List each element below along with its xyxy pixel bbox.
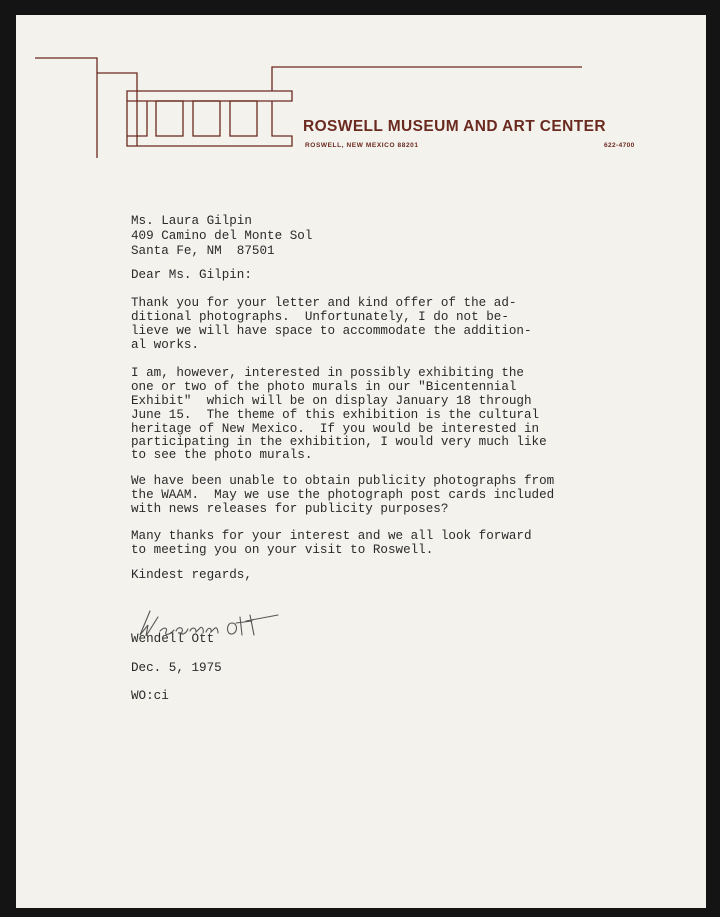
salutation: Dear Ms. Gilpin: [131,268,252,282]
letter-date: Dec. 5, 1975 [131,661,222,675]
paragraph-3-line: with news releases for publicity purposes? [131,502,449,516]
reference-initials: WO:ci [131,689,169,703]
paragraph-1-line: al works. [131,338,200,352]
paragraph-4-line: Many thanks for your interest and we all look forward [131,529,532,543]
paragraph-4-line: to meeting you on your visit to Roswell. [131,543,434,557]
paragraph-1-line: lieve we will have space to accommodate the addition- [131,324,532,338]
museum-name: ROSWELL MUSEUM AND ART CENTER [303,118,606,135]
paragraph-3-line: the WAAM. May we use the photograph post cards included [131,488,555,502]
paragraph-2-line: June 15. The theme of this exhibition is the cultural [131,408,540,422]
paragraph-2-line: Exhibit" which will be on display January 18 through [131,394,532,408]
signer-name: Wendell Ott [131,632,215,646]
museum-phone: 622-4700 [604,142,635,149]
paragraph-2-line: participating in the exhibition, I would very much like [131,435,547,449]
paragraph-1-line: Thank you for your letter and kind offer of the ad- [131,296,517,310]
museum-address: ROSWELL, NEW MEXICO 88201 [305,142,419,149]
paragraph-2-line: one or two of the photo murals in our "Bicentennial [131,380,517,394]
recipient-city: Santa Fe, NM 87501 [131,244,275,258]
recipient-name: Ms. Laura Gilpin [131,214,252,228]
paragraph-1-line: ditional photographs. Unfortunately, I do not be- [131,310,509,324]
closing: Kindest regards, [131,568,252,582]
paragraph-3-line: We have been unable to obtain publicity photographs from [131,474,555,488]
paragraph-2-line: I am, however, interested in possibly exhibiting the [131,366,524,380]
paragraph-2-line: to see the photo murals. [131,448,313,462]
paragraph-2-line: heritage of New Mexico. If you would be interested in [131,422,540,436]
recipient-street: 409 Camino del Monte Sol [131,229,313,243]
